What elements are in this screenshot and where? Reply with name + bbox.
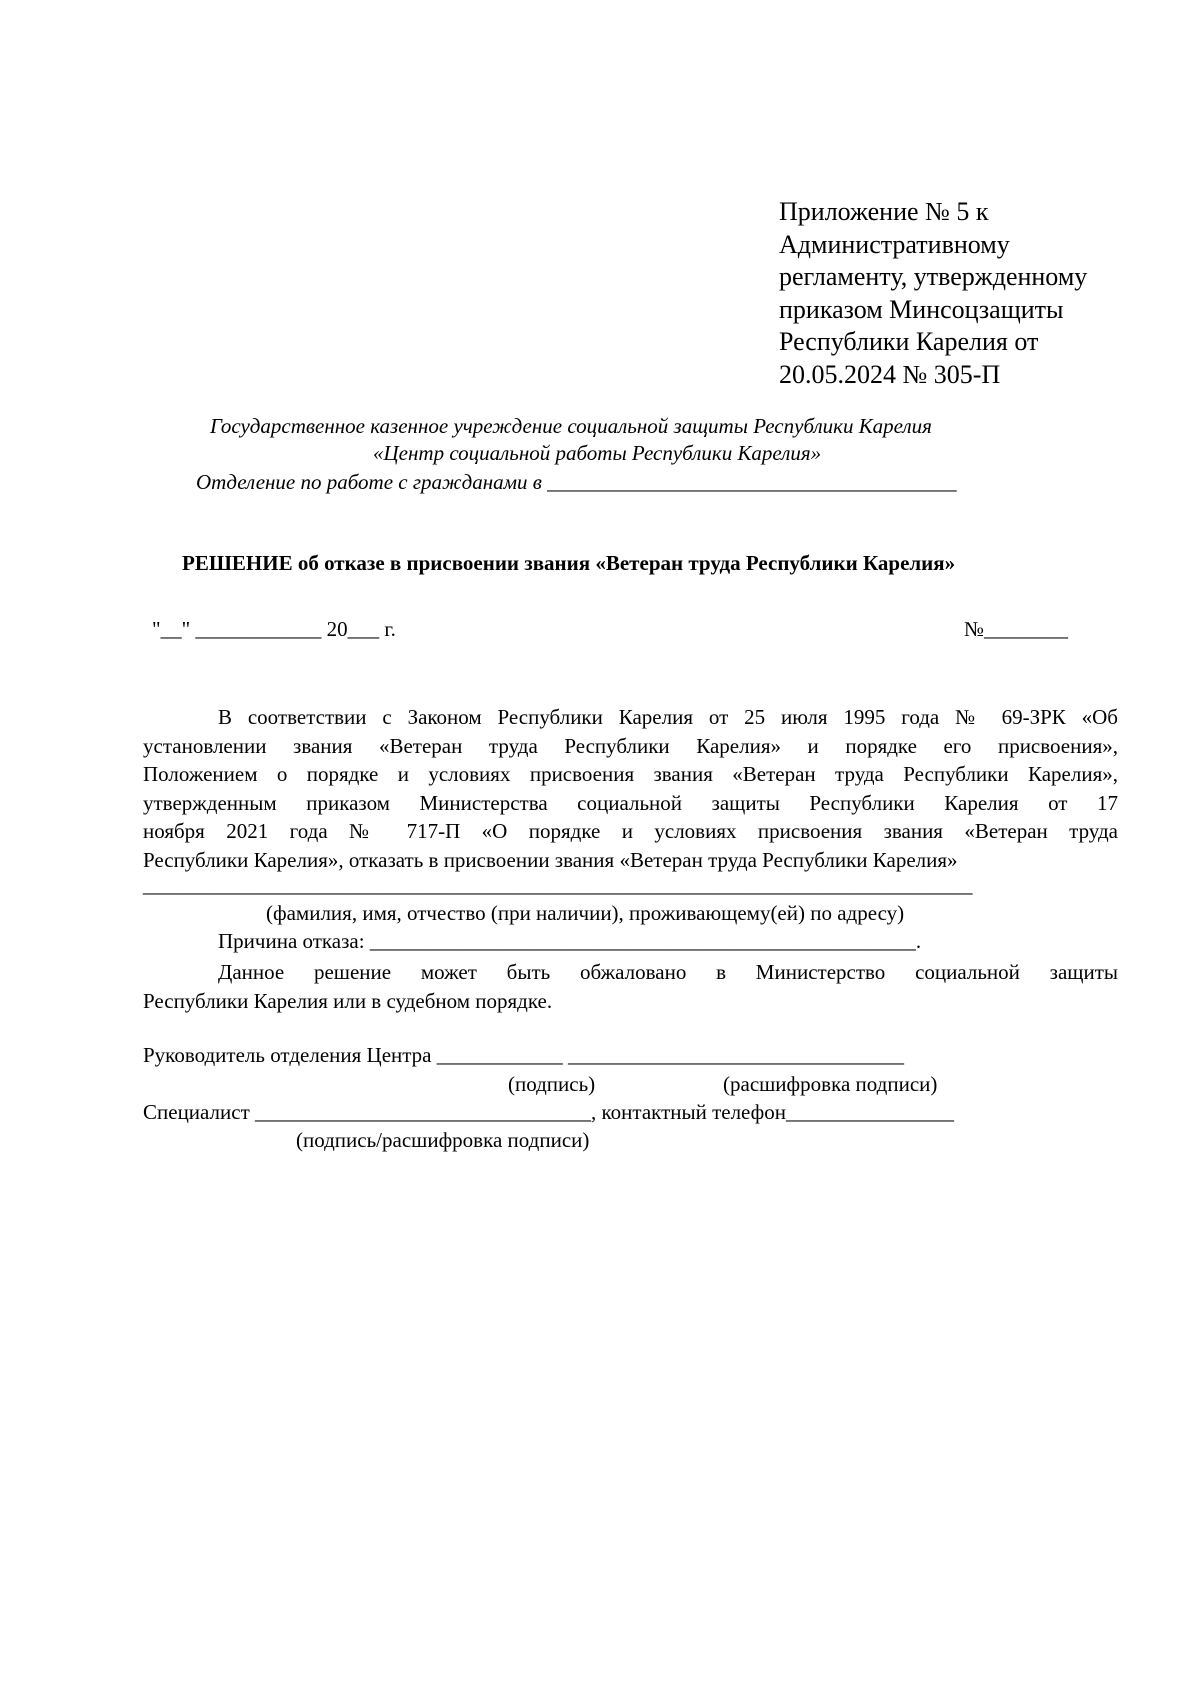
paragraph-line: установлении звания «Ветеран труда Республики Карелия» и порядке его присвоения», [143, 733, 1118, 758]
appendix-header [779, 196, 1159, 391]
refusal-reason: Причина отказа: ____________________________________________________. [218, 929, 922, 953]
date-field: "__" ____________ 20___ г. [152, 617, 396, 641]
appendix-line: Приложение № 5 к [779, 197, 989, 226]
appeal-line: Республики Карелия или в судебном порядке. [143, 988, 553, 1013]
specialist-caption: (подпись/расшифровка подписи) [296, 1128, 590, 1152]
head-signature-line: Руководитель отделения Центра ____________ ________________________________ [143, 1043, 905, 1067]
paragraph-line: В соответствии с Законом Республики Карелия от 25 июля 1995 года № 69-ЗРК «Об [218, 705, 1118, 729]
specialist-signature-line: Специалист ________________________________, контактный телефон________________ [143, 1100, 954, 1124]
appendix-line: регламенту, утвержденному [779, 262, 1088, 291]
name-blank: _______________________________________________________________________________ [143, 873, 973, 897]
appendix-line: Республики Карелия от [779, 327, 1039, 356]
appendix-line: 20.05.2024 № 305-П [779, 359, 1001, 389]
organization-department: Отделение по работе с гражданами в _______________________________________ [196, 470, 957, 494]
document-title: РЕШЕНИЕ об отказе в присвоении звания «Ветеран труда Республики Карелия» [182, 551, 956, 575]
organization-name: Государственное казенное учреждение социальной защиты Республики Карелия [210, 414, 932, 438]
paragraph-line: утвержденным приказом Министерства социальной защиты Республики Карелия от 17 [143, 790, 1118, 815]
signature-decode-caption: (расшифровка подписи) [723, 1072, 938, 1096]
number-field: №________ [964, 617, 1069, 641]
paragraph-line: Положением о порядке и условиях присвоения звания «Ветеран труда Республики Карелия», [143, 762, 1118, 786]
main-paragraph [143, 703, 1118, 874]
appendix-line: Административному [779, 229, 1010, 259]
organization-center-name: «Центр социальной работы Республики Карелия» [373, 441, 822, 465]
appendix-line: приказом Минсоцзащиты [779, 294, 1064, 324]
appeal-line: Данное решение может быть обжаловано в Министерство социальной защиты [218, 960, 1118, 984]
name-caption: (фамилия, имя, отчество (при наличии), проживающему(ей) по адресу) [266, 901, 905, 925]
appeal-paragraph [143, 958, 1118, 1015]
paragraph-line: Республики Карелия», отказать в присвоении звания «Ветеран труда Республики Карелия» [143, 847, 958, 872]
signature-caption: (подпись) [508, 1072, 596, 1096]
paragraph-line: ноября 2021 года № 717-П «О порядке и условиях присвоения звания «Ветеран труда [143, 819, 1118, 843]
